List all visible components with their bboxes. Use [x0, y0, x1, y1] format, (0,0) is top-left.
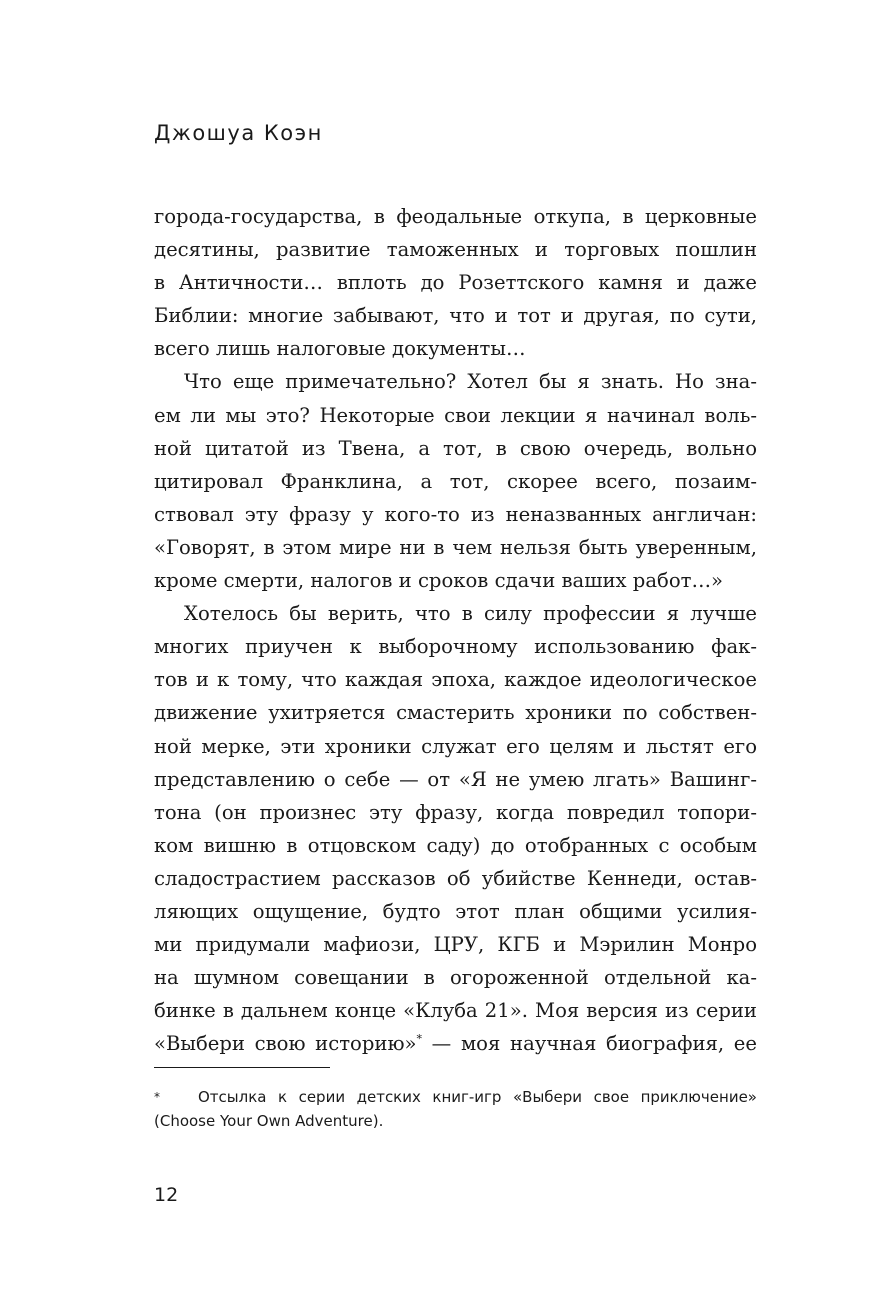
body-line: Что еще примечательно? Хотел бы я знать. Но зна- — [184, 370, 757, 394]
running-head: Джошуа Коэн — [154, 121, 323, 145]
body-line: Библии: многие забывают, что и тот и другая, по сути, — [154, 304, 757, 328]
body-line: движение ухитряется смастерить хроники по собствен- — [154, 701, 757, 725]
body-line: в Античности… вплоть до Розеттского камня и даже — [154, 271, 757, 295]
footnote — [154, 1085, 757, 1133]
body-line: на шумном совещании в огороженной отдельной ка- — [154, 966, 757, 990]
footnote-mark: * — [154, 1090, 160, 1104]
body-line: ствовал эту фразу у кого-то из неназванных англичан: — [154, 502, 757, 526]
body-line: «Говорят, в этом мире ни в чем нельзя быть уверенным, — [154, 535, 757, 559]
body-line: представлению о себе — от «Я не умею лгать» Вашинг- — [154, 767, 757, 791]
body-line: кроме смерти, налогов и сроков сдачи ваших работ…» — [154, 569, 724, 593]
footnote-divider — [154, 1067, 330, 1068]
footnote-reference[interactable]: * — [416, 1032, 422, 1046]
body-line: всего лишь налоговые документы… — [154, 337, 526, 361]
body-line: ком вишню в отцовском саду) до отобранных с особым — [154, 833, 757, 857]
body-line: многих приучен к выборочному использованию фак- — [154, 635, 757, 659]
body-line: ной цитатой из Твена, а тот, в свою очередь, вольно — [154, 436, 757, 460]
footnote-line: (Choose Your Own Adventure). — [154, 1112, 384, 1130]
series-title: «Выбери свою историю» — [154, 1032, 417, 1056]
body-line: города-государства, в феодальные откупа, в церковные — [154, 205, 757, 228]
body-line: десятины, развитие таможенных и торговых пошлин — [154, 238, 757, 262]
body-text — [154, 200, 757, 1060]
body-line: ляющих ощущение, будто этот план общими усилия- — [154, 899, 757, 923]
body-line: тона (он произнес эту фразу, когда повредил топори- — [154, 800, 757, 824]
body-line: бинке в дальнем конце «Клуба 21». Моя версия из серии — [154, 999, 757, 1023]
body-line: ми придумали мафиози, ЦРУ, КГБ и Мэрилин Монро — [154, 933, 757, 957]
footnote-line — [154, 1085, 757, 1109]
body-line: тов и к тому, что каждая эпоха, каждое идеологическое — [154, 668, 757, 692]
page-number: 12 — [154, 1184, 179, 1206]
body-line: цитировал Франклина, а тот, скорее всего, позаим- — [154, 469, 757, 493]
body-line: сладострастием рассказов об убийстве Кеннеди, остав- — [154, 866, 757, 890]
body-line: ной мерке, эти хроники служат его целям и льстят его — [154, 734, 757, 758]
body-line-end: — моя научная биография, ее — [422, 1032, 757, 1056]
body-line: ем ли мы это? Некоторые свои лекции я начинал воль- — [154, 403, 757, 427]
footnote-text: Отсылка к серии детских книг-игр «Выбери свое приключение» — [198, 1088, 757, 1106]
body-line: Хотелось бы верить, что в силу профессии я лучше — [184, 602, 757, 626]
body-line-final — [154, 1027, 757, 1060]
